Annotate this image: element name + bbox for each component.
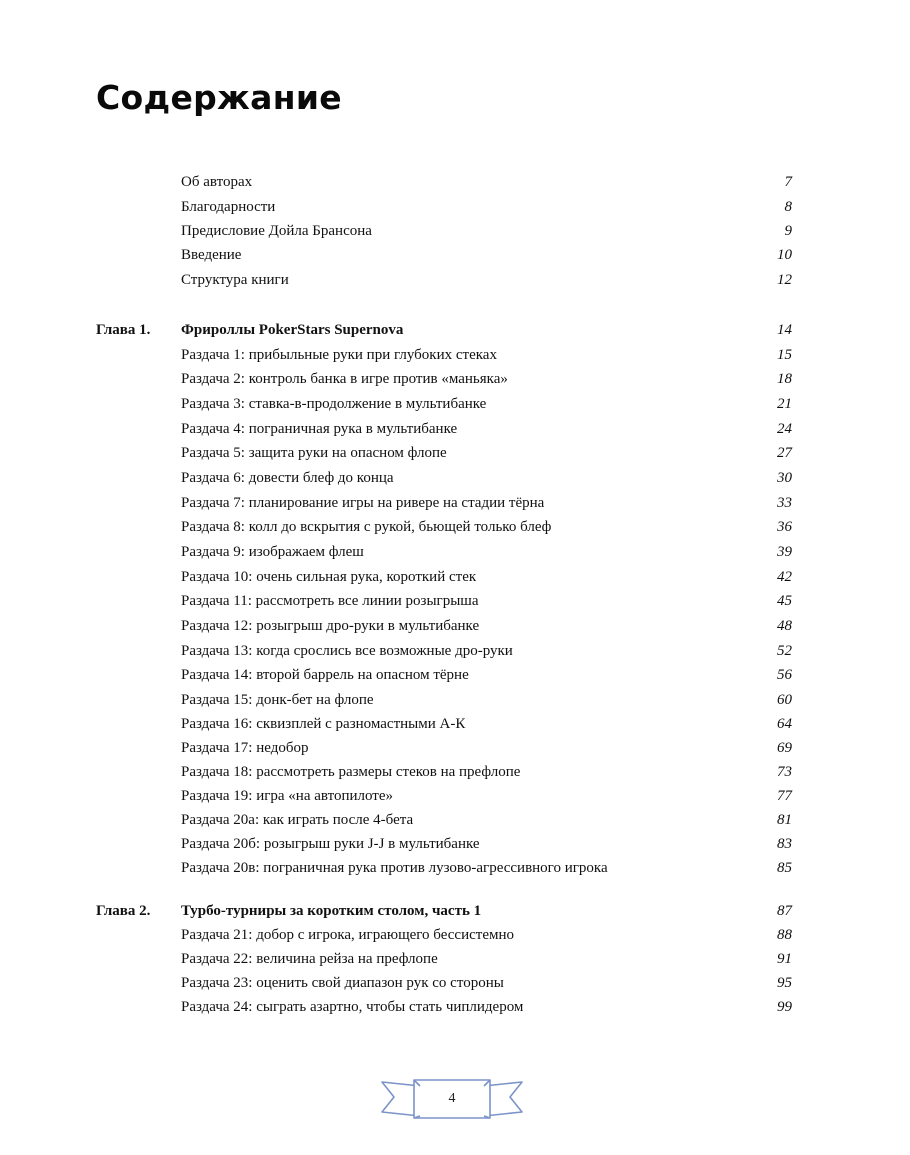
toc-row[interactable] — [0, 392, 910, 416]
toc-entry-title: Раздача 9: изображаем флеш — [181, 544, 364, 560]
toc-row[interactable] — [0, 417, 910, 441]
toc-entry-title: Раздача 2: контроль банка в игре против «маньяка» — [181, 371, 508, 387]
toc-row[interactable] — [0, 663, 910, 687]
toc-page-number: 85 — [777, 860, 792, 876]
toc-entry-title: Об авторах — [181, 174, 253, 190]
toc-row[interactable] — [0, 995, 910, 1019]
toc-row[interactable] — [0, 367, 910, 391]
toc-entry-title: Предисловие Дойла Брансона — [181, 223, 372, 239]
toc-page-number: 99 — [777, 999, 792, 1015]
toc-entry-title: Раздача 1: прибыльные руки при глубоких стеках — [181, 347, 497, 363]
toc-row[interactable] — [0, 614, 910, 638]
toc-row[interactable] — [0, 219, 910, 243]
toc-page-number: 15 — [777, 347, 792, 363]
toc-page-number: 33 — [777, 495, 792, 511]
toc-row[interactable] — [0, 832, 910, 856]
toc-entry-title: Раздача 3: ставка-в-продолжение в мультибанке — [181, 396, 487, 412]
toc-row[interactable] — [0, 784, 910, 808]
toc-row[interactable] — [0, 639, 910, 663]
toc-entry-title: Раздача 13: когда срослись все возможные дро-руки — [181, 643, 513, 659]
toc-entry-title: Раздача 7: планирование игры на ривере на стадии тёрна — [181, 495, 545, 511]
toc-row[interactable] — [0, 589, 910, 613]
chapter-heading[interactable] — [0, 318, 910, 342]
toc-page-number: 88 — [777, 927, 792, 943]
toc-entry-title: Раздача 8: колл до вскрытия с рукой, бьющей только блеф — [181, 519, 552, 535]
toc-page-number: 18 — [777, 371, 792, 387]
toc-row[interactable] — [0, 736, 910, 760]
toc-row[interactable] — [0, 712, 910, 736]
toc-row[interactable] — [0, 688, 910, 712]
toc-entry-title: Благодарности — [181, 199, 276, 215]
chapter-label: Глава 2. — [96, 903, 151, 919]
toc-row[interactable] — [0, 760, 910, 784]
page-title: Содержание — [96, 78, 342, 117]
toc-row[interactable] — [0, 971, 910, 995]
toc-page-number: 8 — [784, 199, 792, 215]
toc-entry-title: Раздача 17: недобор — [181, 740, 309, 756]
toc-page-number: 77 — [777, 788, 792, 804]
toc-page-number: 52 — [777, 643, 792, 659]
toc-entry-title: Раздача 6: довести блеф до конца — [181, 470, 394, 486]
toc-page-number: 60 — [777, 692, 792, 708]
toc-page-number: 73 — [777, 764, 792, 780]
toc-entry-title: Раздача 11: рассмотреть все линии розыгрыша — [181, 593, 479, 609]
toc-entry-title: Раздача 24: сыграть азартно, чтобы стать чиплидером — [181, 999, 524, 1015]
toc-row[interactable] — [0, 491, 910, 515]
toc-row[interactable] — [0, 808, 910, 832]
chapter-heading[interactable] — [0, 899, 910, 923]
chapter-label: Глава 1. — [96, 322, 151, 338]
toc-entry-title: Раздача 20б: розыгрыш руки J-J в мультибанке — [181, 836, 480, 852]
toc-entry-title: Раздача 15: донк-бет на флопе — [181, 692, 374, 708]
toc-row[interactable] — [0, 565, 910, 589]
toc-row[interactable] — [0, 540, 910, 564]
toc-page-number: 95 — [777, 975, 792, 991]
toc-row[interactable] — [0, 466, 910, 490]
toc-page-number: 27 — [777, 445, 792, 461]
toc-entry-title: Раздача 16: сквизплей с разномастными А-К — [181, 716, 466, 732]
toc-entry-title: Раздача 20а: как играть после 4-бета — [181, 812, 414, 828]
toc-row[interactable] — [0, 856, 910, 880]
toc-entry-title: Раздача 14: второй баррель на опасном тёрне — [181, 667, 469, 683]
toc-page-number: 39 — [777, 544, 792, 560]
toc-entry-title: Раздача 22: величина рейза на префлопе — [181, 951, 438, 967]
toc-page-number: 12 — [777, 272, 792, 288]
toc-row[interactable] — [0, 170, 910, 194]
page-number: 4 — [448, 1091, 456, 1106]
page-number-ribbon — [380, 1076, 524, 1124]
toc-entry-title: Раздача 21: добор с игрока, играющего бессистемно — [181, 927, 515, 943]
toc-entry-title: Раздача 19: игра «на автопилоте» — [181, 788, 394, 804]
toc-page-number: 10 — [777, 247, 792, 263]
toc-entry-title: Раздача 5: защита руки на опасном флопе — [181, 445, 447, 461]
toc-row[interactable] — [0, 515, 910, 539]
toc-entry-title: Раздача 23: оценить свой диапазон рук со стороны — [181, 975, 504, 991]
toc-page-number: 48 — [777, 618, 792, 634]
toc-page-number: 30 — [777, 470, 792, 486]
toc-entry-title: Раздача 12: розыгрыш дро-руки в мультибанке — [181, 618, 480, 634]
toc-page-number: 42 — [777, 569, 792, 585]
toc-entry-title: Введение — [181, 247, 242, 263]
toc-page-number: 87 — [777, 903, 792, 919]
toc-row[interactable] — [0, 343, 910, 367]
toc-entry-title: Структура книги — [181, 272, 289, 288]
chapter-title: Фрироллы PokerStars Supernova — [181, 322, 404, 338]
toc-entry-title: Раздача 18: рассмотреть размеры стеков на префлопе — [181, 764, 521, 780]
toc-entry-title: Раздача 4: пограничная рука в мультибанке — [181, 421, 458, 437]
chapter-title: Турбо-турниры за коротким столом, часть 1 — [181, 903, 482, 919]
toc-row[interactable] — [0, 441, 910, 465]
toc-page-number: 14 — [777, 322, 792, 338]
toc-row[interactable] — [0, 268, 910, 292]
toc-entry-title: Раздача 10: очень сильная рука, короткий стек — [181, 569, 477, 585]
toc-page-number: 7 — [784, 174, 792, 190]
toc-entry-title: Раздача 20в: пограничная рука против лузово-агрессивного игрока — [181, 860, 608, 876]
toc-page-number: 56 — [777, 667, 792, 683]
toc-page-number: 21 — [777, 396, 792, 412]
toc-row[interactable] — [0, 923, 910, 947]
toc-row[interactable] — [0, 947, 910, 971]
toc-page-number: 91 — [777, 951, 792, 967]
toc-row[interactable] — [0, 243, 910, 267]
toc-row[interactable] — [0, 195, 910, 219]
toc-page-number: 69 — [777, 740, 792, 756]
toc-page-number: 83 — [777, 836, 792, 852]
toc-page-number: 24 — [777, 421, 792, 437]
toc-page-number: 81 — [777, 812, 792, 828]
toc-page-number: 9 — [784, 223, 792, 239]
toc-page-number: 64 — [777, 716, 792, 732]
toc-page-number: 36 — [777, 519, 792, 535]
toc-page-number: 45 — [777, 593, 792, 609]
